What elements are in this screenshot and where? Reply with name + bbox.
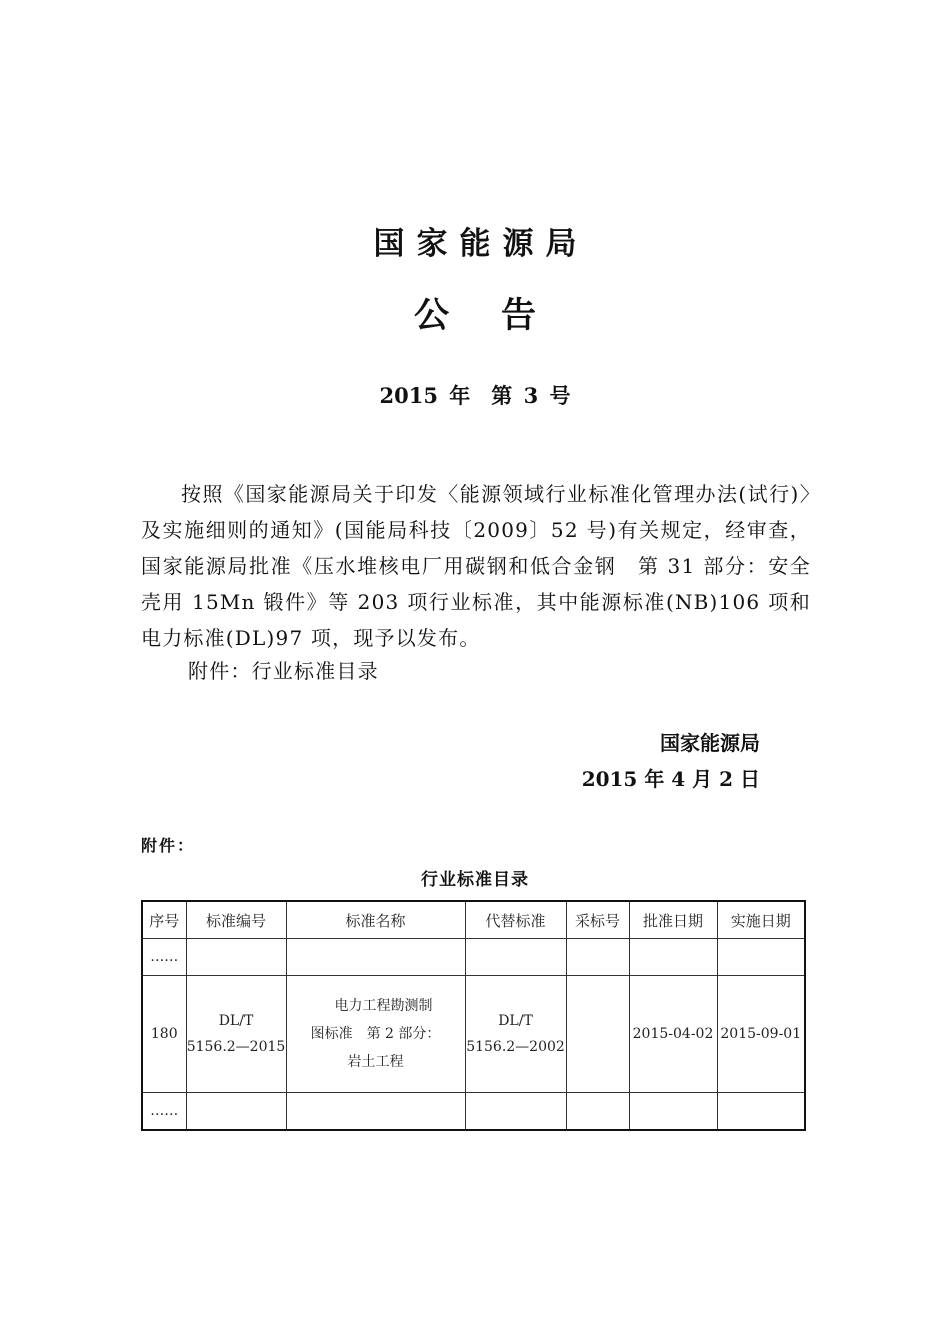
cell-effective: 2015-09-01 — [717, 976, 805, 1093]
table-header-row — [142, 901, 805, 939]
attachment-note: 附件：行业标准目录 — [188, 659, 379, 683]
standard-name-line3: 岩土工程 — [347, 1054, 404, 1070]
empty-cell — [566, 939, 629, 976]
table-title: 行业标准目录 — [421, 870, 529, 890]
signature-date: 2015 年 4 月 2 日 — [581, 767, 760, 791]
empty-cell — [186, 1093, 286, 1131]
empty-cell — [717, 1093, 805, 1131]
empty-cell — [717, 939, 805, 976]
cell-replaces — [465, 976, 566, 1093]
standard-name-line2: 图标准 第 2 部分： — [310, 1026, 441, 1042]
column-header-approved: 批准日期 — [629, 901, 717, 939]
cell-seq: 180 — [142, 976, 186, 1093]
ellipsis-cell: …… — [142, 1093, 186, 1131]
table-row-ellipsis-bottom — [142, 1093, 805, 1131]
cell-standard-name — [286, 976, 465, 1093]
empty-cell — [465, 939, 566, 976]
empty-cell — [186, 939, 286, 976]
ellipsis-cell: …… — [142, 939, 186, 976]
empty-cell — [629, 1093, 717, 1131]
column-header-code: 标准编号 — [186, 901, 286, 939]
standard-code-line1: DL/T — [218, 1013, 254, 1029]
announcement-body: 按照《国家能源局关于印发〈能源领域行业标准化管理办法(试行)〉及实施细则的通知》(国能局科技〔2009〕52 号)有关规定，经审查，国家能源局批准《压水堆核电厂用碳钢和低合金钢 第 31 部分：安全壳用 15Mn 锻件》等 203 项行业标准，其中能源标准(NB)106 项和电力标准(DL)97 项，现予以发布。 — [141, 482, 811, 650]
empty-cell — [629, 939, 717, 976]
empty-cell — [286, 1093, 465, 1131]
cell-standard-code — [186, 976, 286, 1093]
column-header-seq: 序号 — [142, 901, 186, 939]
replaces-line2: 5156.2—2002 — [466, 1039, 565, 1055]
standards-catalog-table — [141, 900, 806, 1131]
annex-label: 附件： — [141, 836, 196, 855]
standard-code-line2: 5156.2—2015 — [186, 1039, 286, 1055]
cell-approved: 2015-04-02 — [629, 976, 717, 1093]
signature-org: 国家能源局 — [660, 731, 760, 755]
replaces-line1: DL/T — [498, 1013, 533, 1029]
empty-cell — [286, 939, 465, 976]
table-row-ellipsis-top — [142, 939, 805, 976]
document-number: 2015 年 第 3 号 — [379, 383, 571, 408]
agency-title: 国家能源局 — [373, 226, 589, 262]
standard-name-line1: 电力工程勘测制 — [334, 998, 433, 1014]
empty-cell — [566, 1093, 629, 1131]
empty-cell — [465, 1093, 566, 1131]
column-header-adopted: 采标号 — [566, 901, 629, 939]
column-header-effective: 实施日期 — [717, 901, 805, 939]
document-type: 公告 — [413, 296, 588, 336]
column-header-name: 标准名称 — [286, 901, 465, 939]
column-header-replaces: 代替标准 — [465, 901, 566, 939]
cell-adopted — [566, 976, 629, 1093]
table-row — [142, 976, 805, 1093]
